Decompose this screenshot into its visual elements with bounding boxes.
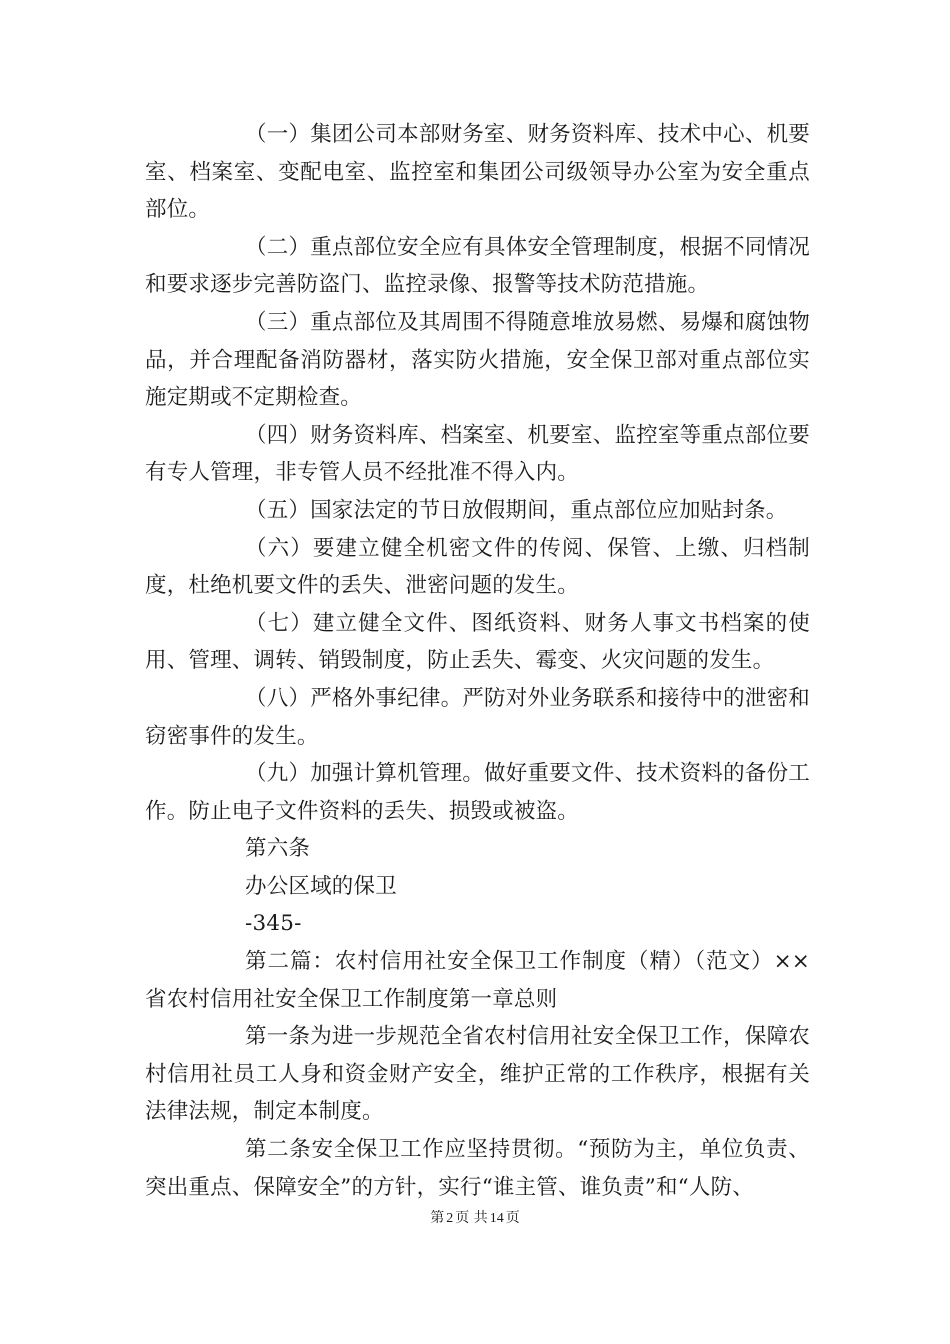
original-page-number: -345-	[245, 911, 302, 937]
article-heading: 第六条	[245, 836, 311, 862]
footer-page-number: 2	[446, 1211, 454, 1226]
page-footer	[0, 1207, 950, 1227]
paragraph-3: （三）重点部位及其周围不得随意堆放易燃、易爆和腐蚀物品，并合理配备消防器材，落实防火措施，安全保卫部对重点部位实施定期或不定期检查。	[145, 309, 810, 411]
paragraph-2: （二）重点部位安全应有具体安全管理制度，根据不同情况和要求逐步完善防盗门、监控录像、报警等技术防范措施。	[145, 234, 810, 298]
article-two: 第二条安全保卫工作应坚持贯彻。“预防为主，单位负责、突出重点、保障安全”的方针，实行“谁主管、谁负责”和“人防、	[145, 1137, 810, 1200]
paragraph-8: （八）严格外事纪律。严防对外业务联系和接待中的泄密和窃密事件的发生。	[145, 685, 810, 749]
paragraph-5: （五）国家法定的节日放假期间，重点部位应加贴封条。	[245, 497, 788, 523]
footer-middle: 页 共	[455, 1210, 488, 1226]
footer-total-pages: 14	[489, 1211, 504, 1226]
paragraph-9: （九）加强计算机管理。做好重要文件、技术资料的备份工作。防止电子文件资料的丢失、损毁或被盗。	[145, 761, 810, 824]
paragraph-6: （六）要建立健全机密文件的传阅、保管、上缴、归档制度，杜绝机要文件的丢失、泄密问题的发生。	[145, 535, 810, 599]
footer-prefix: 第	[430, 1210, 445, 1226]
paragraph-7: （七）建立健全文件、图纸资料、财务人事文书档案的使用、管理、调转、销毁制度，防止丢失、霉变、火灾问题的发生。	[145, 610, 810, 674]
paragraph-1: （一）集团公司本部财务室、财务资料库、技术中心、机要室、档案室、变配电室、监控室和集团公司级领导办公室为安全重点部位。	[145, 122, 810, 223]
document-body	[145, 116, 810, 1206]
section-heading: 办公区域的保卫	[245, 873, 397, 899]
part-two-title: 第二篇：农村信用社安全保卫工作制度（精）（范文）××省农村信用社安全保卫工作制度第一章总则	[145, 949, 810, 1012]
paragraph-4: （四）财务资料库、档案室、机要室、监控室等重点部位要有专人管理，非专管人员不经批准不得入内。	[145, 422, 810, 486]
footer-suffix: 页	[505, 1210, 520, 1226]
article-one: 第一条为进一步规范全省农村信用社安全保卫工作，保障农村信用社员工人身和资金财产安全，维护正常的工作秩序，根据有关法律法规，制定本制度。	[145, 1024, 810, 1125]
